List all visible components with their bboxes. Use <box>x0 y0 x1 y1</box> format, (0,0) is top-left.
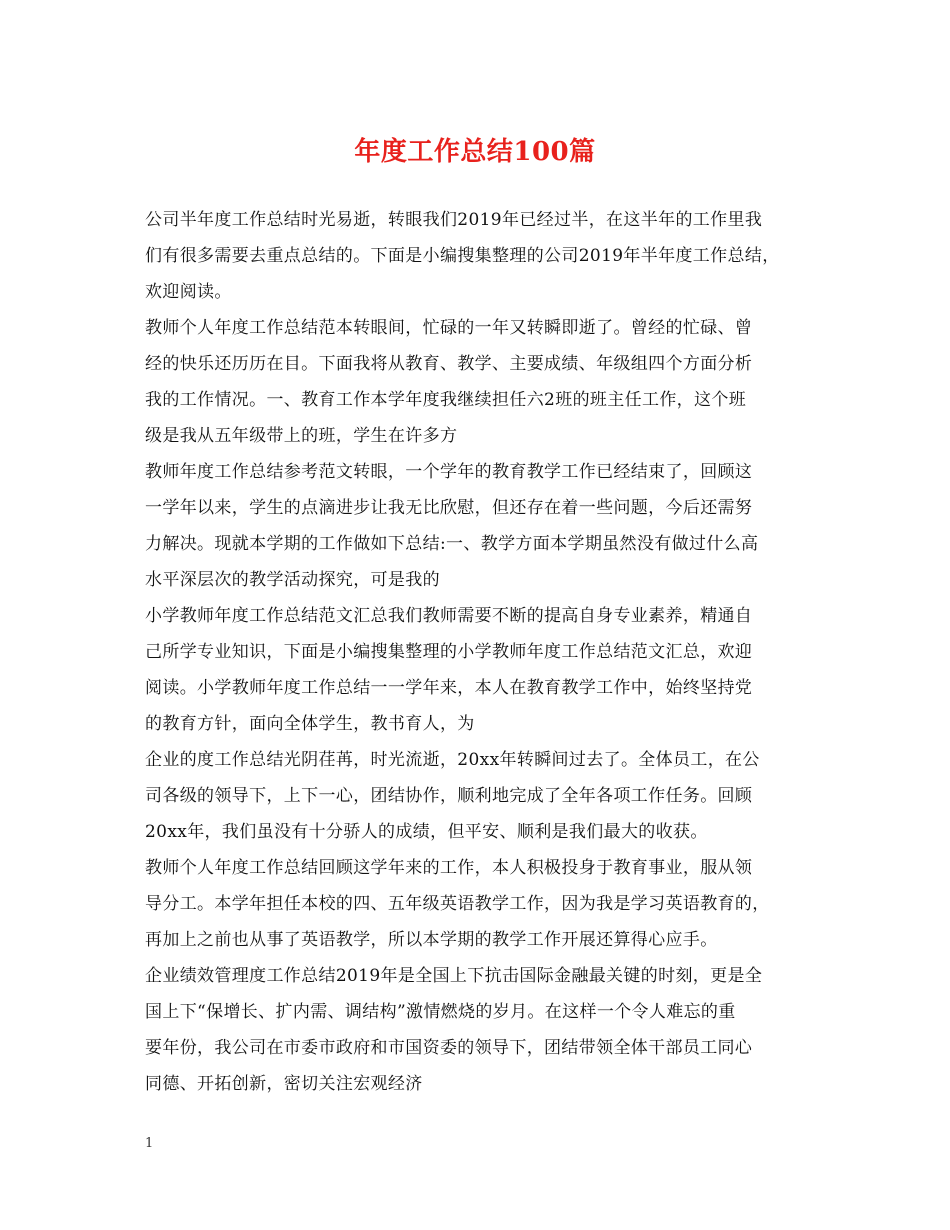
body-line: 一学年以来，学生的点滴进步让我无比欣慰，但还存在着一些问题，今后还需努 <box>145 498 753 518</box>
body-line: 企业绩效管理度工作总结2019年是全国上下抗击国际金融最关键的时刻，更是全 <box>145 966 763 986</box>
body-line: 水平深层次的教学活动探究，可是我的 <box>145 570 440 590</box>
body-line: 公司半年度工作总结时光易逝，转眼我们2019年已经过半，在这半年的工作里我 <box>145 210 763 230</box>
document-title: 年度工作总结100篇 <box>354 137 596 167</box>
body-line: 国上下“保增长、扩内需、调结构”激情燃烧的岁月。在这样一个令人难忘的重 <box>145 1002 736 1022</box>
body-line: 小学教师年度工作总结范文汇总我们教师需要不断的提高自身专业素养，精通自 <box>145 606 753 626</box>
body-line: 司各级的领导下，上下一心，团结协作，顺利地完成了全年各项工作任务。回顾 <box>145 786 753 806</box>
body-line: 教师个人年度工作总结回顾这学年来的工作，本人积极投身于教育事业，服从领 <box>145 858 753 878</box>
body-line: 教师个人年度工作总结范本转眼间，忙碌的一年又转瞬即逝了。曾经的忙碌、曾 <box>145 318 753 338</box>
body-line: 阅读。小学教师年度工作总结一一学年来，本人在教育教学工作中，始终坚持党 <box>145 678 753 698</box>
page-number: 1 <box>145 1136 154 1151</box>
body-line: 欢迎阅读。 <box>145 282 232 302</box>
body-line: 同德、开拓创新，密切关注宏观经济 <box>145 1074 423 1094</box>
body-line: 我的工作情况。一、教育工作本学年度我继续担任六2班的班主任工作，这个班 <box>145 390 747 410</box>
body-line: 经的快乐还历历在目。下面我将从教育、教学、主要成绩、年级组四个方面分析 <box>145 354 753 374</box>
body-line: 导分工。本学年担任本校的四、五年级英语教学工作，因为我是学习英语教育的， <box>145 894 770 914</box>
document-body <box>145 202 810 1102</box>
body-line: 己所学专业知识，下面是小编搜集整理的小学教师年度工作总结范文汇总，欢迎 <box>145 642 753 662</box>
body-line: 力解决。现就本学期的工作做如下总结:一、教学方面本学期虽然没有做过什么高 <box>145 534 759 554</box>
body-line: 企业的度工作总结光阴荏苒，时光流逝，20xx年转瞬间过去了。全体员工，在公 <box>145 750 760 770</box>
body-line: 的教育方针，面向全体学生，教书育人，为 <box>145 714 475 734</box>
body-line: 们有很多需要去重点总结的。下面是小编搜集整理的公司2019年半年度工作总结， <box>145 246 780 266</box>
body-line: 20xx年，我们虽没有十分骄人的成绩，但平安、顺利是我们最大的收获。 <box>145 822 708 842</box>
body-line: 再加上之前也从事了英语教学，所以本学期的教学工作开展还算得心应手。 <box>145 930 718 950</box>
body-line: 教师年度工作总结参考范文转眼，一个学年的教育教学工作已经结束了，回顾这 <box>145 462 753 482</box>
body-line: 要年份，我公司在市委市政府和市国资委的领导下，团结带领全体干部员工同心 <box>145 1038 753 1058</box>
body-line: 级是我从五年级带上的班，学生在许多方 <box>145 426 458 446</box>
